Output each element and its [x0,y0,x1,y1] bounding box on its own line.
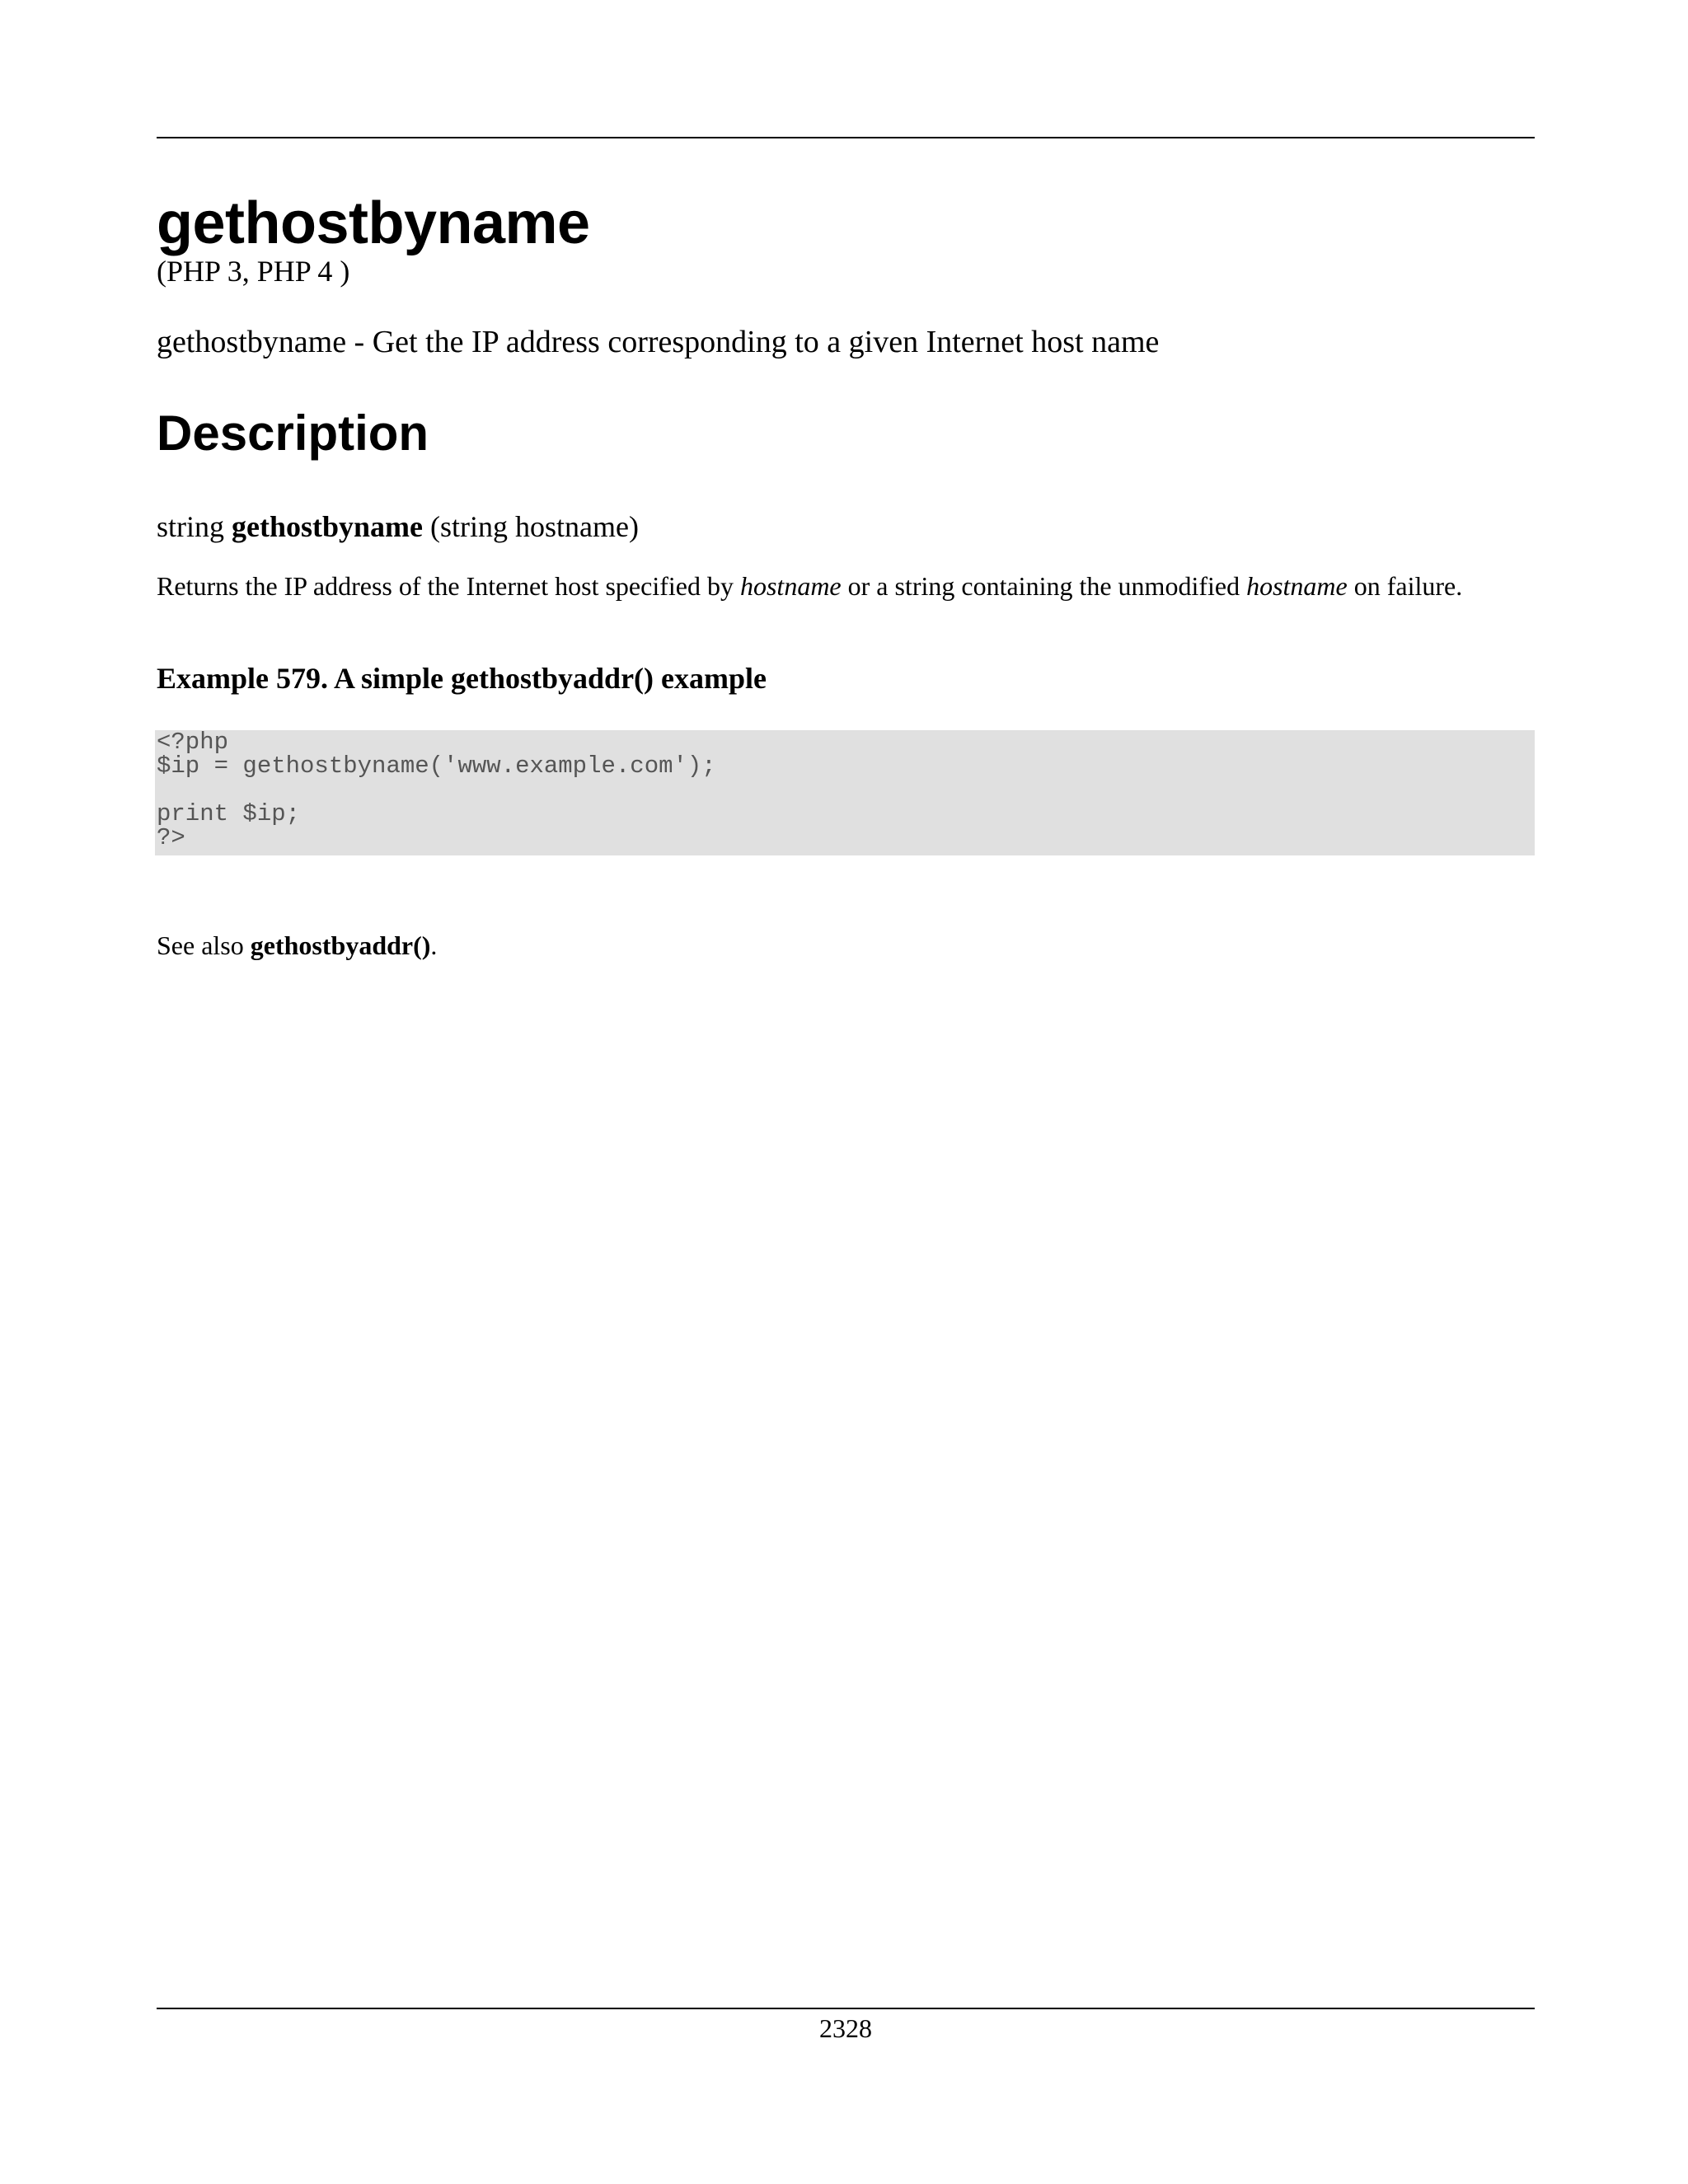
returns-text-1: Returns the IP address of the Internet host specified by [157,571,734,601]
synopsis-function-name: gethostbyname [232,510,424,543]
document-page [157,0,1535,2184]
code-example [155,730,1535,855]
returns-text-3: on failure. [1353,571,1463,601]
return-value-description [157,569,1550,603]
page-number: 2328 [819,2013,872,2043]
returns-text-2: or a string containing the unmodified [847,571,1240,601]
see-also-prefix: See also [157,930,244,960]
description-heading: Description [157,405,429,461]
code-line: ?> [157,824,185,851]
example-title: Example 579. A simple gethostbyaddr() example [157,662,767,695]
version-info: (PHP 3, PHP 4 ) [157,255,350,288]
returns-param-1: hostname [739,571,842,601]
code-blank-line [157,778,1535,802]
function-title: gethostbyname [157,190,590,256]
see-also [157,928,437,963]
see-also-suffix: . [430,930,438,960]
footer-rule [157,2008,1535,2009]
returns-param-2: hostname [1246,571,1348,601]
function-synopsis [157,508,639,546]
code-line: $ip = gethostbyname('www.example.com'); [157,752,716,780]
synopsis-return-type: string [157,510,225,543]
code-line: <?php [157,729,229,756]
code-line: print $ip; [157,800,301,827]
function-purpose: gethostbyname - Get the IP address corresponding to a given Internet host name [157,325,1160,359]
header-rule [157,137,1535,138]
synopsis-params: (string hostname) [430,510,639,543]
see-also-link[interactable]: gethostbyaddr() [250,930,431,960]
